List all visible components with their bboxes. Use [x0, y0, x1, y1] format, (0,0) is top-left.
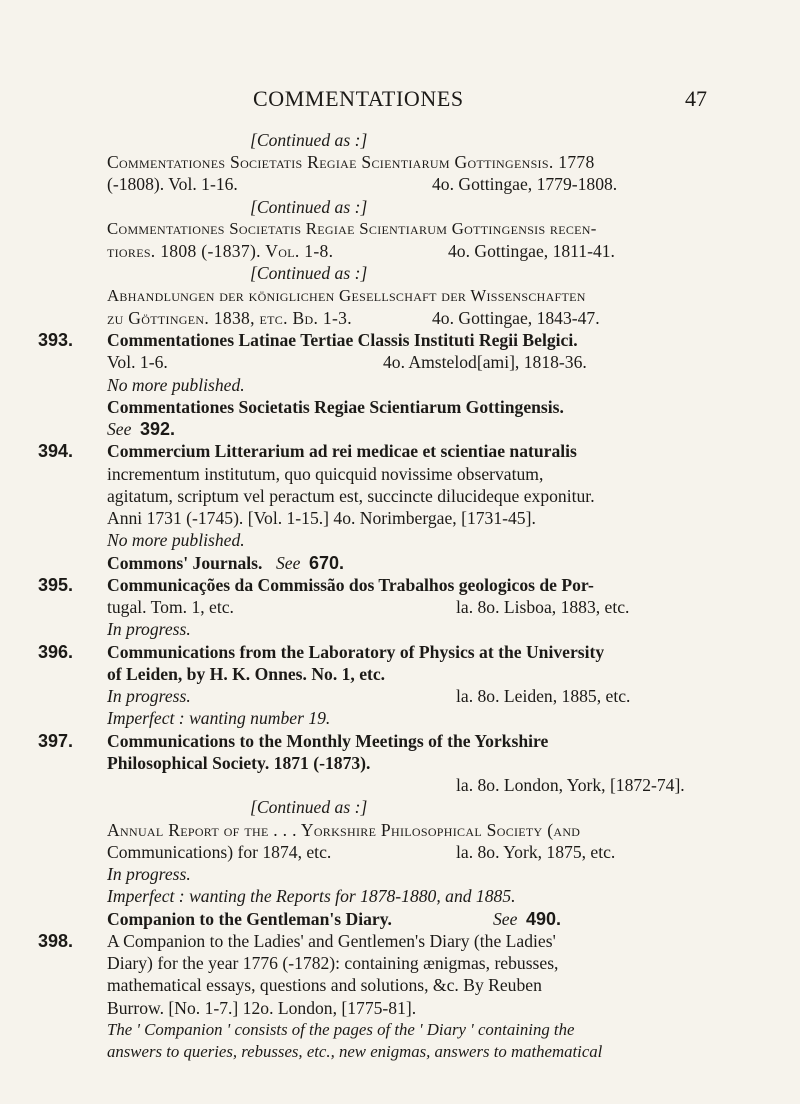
entry-note: No more published. — [107, 375, 245, 395]
entry-line: Philosophical Society. 1871 (-1873). — [107, 753, 371, 773]
entry-note: In progress. — [107, 619, 191, 639]
cross-reference: Commentationes Societatis Regiae Scientiarum Gottingensis. — [107, 397, 564, 417]
entry-line: la. 8o. London, York, [1872-74]. — [456, 775, 685, 795]
entry-number: 398. — [38, 931, 74, 951]
entry-line: Anni 1731 (-1745). [Vol. 1-15.] 4o. Norimbergae, [1731-45]. — [107, 508, 536, 528]
entry-line: Annual Report of the . . . Yorkshire Philosophical Society (and — [107, 820, 581, 840]
entry-note: The ' Companion ' consists of the pages of the ' Diary ' containing the — [107, 1020, 575, 1039]
entry-number: 394. — [38, 441, 74, 461]
entry-line: agitatum, scriptum vel peractum est, succincte dilucideque exponitur. — [107, 486, 595, 506]
entry-line: incrementum institutum, quo quicquid novissime observatum, — [107, 464, 544, 484]
continued-note: [Continued as :] — [250, 797, 368, 817]
entry-line: Diary) for the year 1776 (-1782): containing ænigmas, rebusses, — [107, 953, 559, 973]
continued-note: [Continued as :] — [250, 130, 368, 150]
entry-note: In progress. — [107, 864, 191, 884]
entry-note: Imperfect : wanting the Reports for 1878-1880, and 1885. — [107, 886, 516, 906]
continued-note: [Continued as :] — [250, 197, 368, 217]
entry-line: Burrow. [No. 1-7.] 12o. London, [1775-81]. — [107, 998, 417, 1018]
entry-line: mathematical essays, questions and solutions, &c. By Reuben — [107, 975, 542, 995]
entry-line: Commentationes Societatis Regiae Scientiarum Gottingensis. 1778 — [107, 152, 595, 172]
entry-number: 397. — [38, 731, 74, 751]
entry-note: answers to queries, rebusses, etc., new enigmas, answers to mathematical — [107, 1042, 603, 1061]
continued-note: [Continued as :] — [250, 263, 368, 283]
entry-number: 395. — [38, 575, 74, 595]
running-title: COMMENTATIONES — [253, 86, 464, 111]
page-number: 47 — [685, 86, 707, 111]
entry-line: Abhandlungen der königlichen Gesellschaft der Wissenschaften — [107, 286, 586, 305]
entry-note: No more published. — [107, 530, 245, 550]
entry-number: 393. — [38, 330, 74, 350]
entry-number: 396. — [38, 642, 74, 662]
entry-line: Commentationes Societatis Regiae Scientiarum Gottingensis recen- — [107, 219, 597, 238]
entry-note: Imperfect : wanting number 19. — [107, 708, 331, 728]
page-header — [0, 86, 800, 116]
